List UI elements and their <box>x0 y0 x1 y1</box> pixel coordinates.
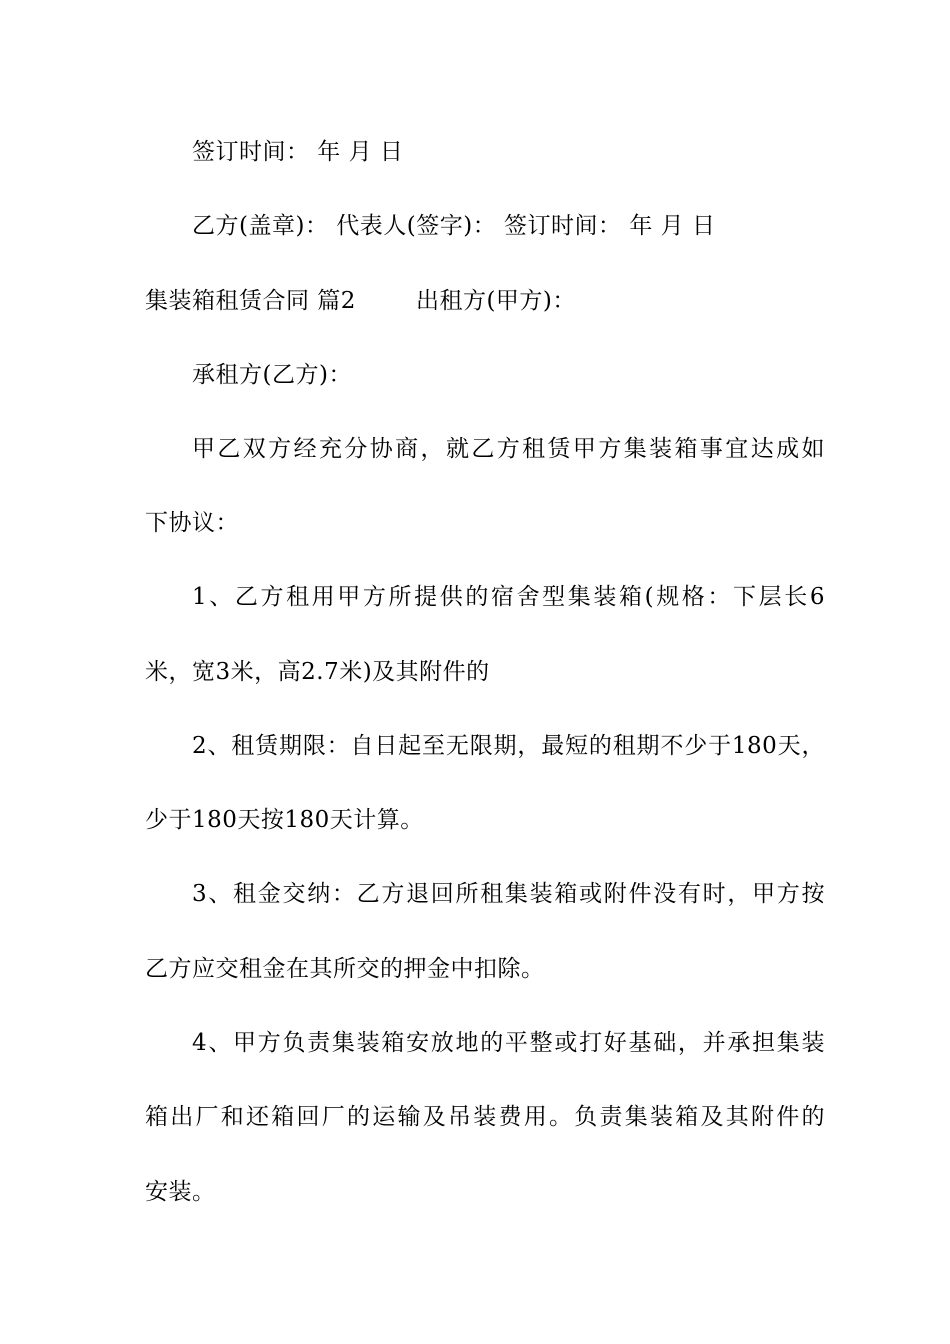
clause-1-line-2: 米，宽3米，高2.7米)及其附件的 <box>145 659 490 685</box>
lessor-label: 出租方(甲方)： <box>415 288 576 314</box>
sign-date-line: 签订时间： 年 月 日 <box>192 139 404 165</box>
contract-heading-line <box>145 284 825 318</box>
party-b-signature-line: 乙方(盖章)： 代表人(签字)： 签订时间： 年 月 日 <box>192 213 716 239</box>
lessee-label-line: 承租方(乙方)： <box>192 362 352 388</box>
clause-3-line-2: 乙方应交租金在其所交的押金中扣除。 <box>145 956 545 982</box>
clause-4-line-2: 箱出厂和还箱回厂的运输及吊装费用。负责集装箱及其附件的 <box>145 1104 825 1130</box>
clause-4-line-1: 4、甲方负责集装箱安放地的平整或打好基础，并承担集装 <box>192 1030 825 1056</box>
clause-2-line-1: 2、租赁期限：自日起至无限期，最短的租期不少于180天， <box>192 733 825 759</box>
intro-paragraph-line-1: 甲乙双方经充分协商，就乙方租赁甲方集装箱事宜达成如 <box>192 436 825 462</box>
intro-paragraph-line-2: 下协议： <box>145 510 239 536</box>
clause-3-line-1: 3、租金交纳：乙方退回所租集装箱或附件没有时，甲方按 <box>192 881 825 907</box>
clause-4-line-3: 安装。 <box>145 1179 216 1205</box>
contract-title: 集装箱租赁合同 篇2 <box>145 288 356 314</box>
clause-2-line-2: 少于180天按180天计算。 <box>145 807 424 833</box>
clause-1-line-1: 1、乙方租用甲方所提供的宿舍型集装箱(规格：下层长6 <box>192 584 825 610</box>
